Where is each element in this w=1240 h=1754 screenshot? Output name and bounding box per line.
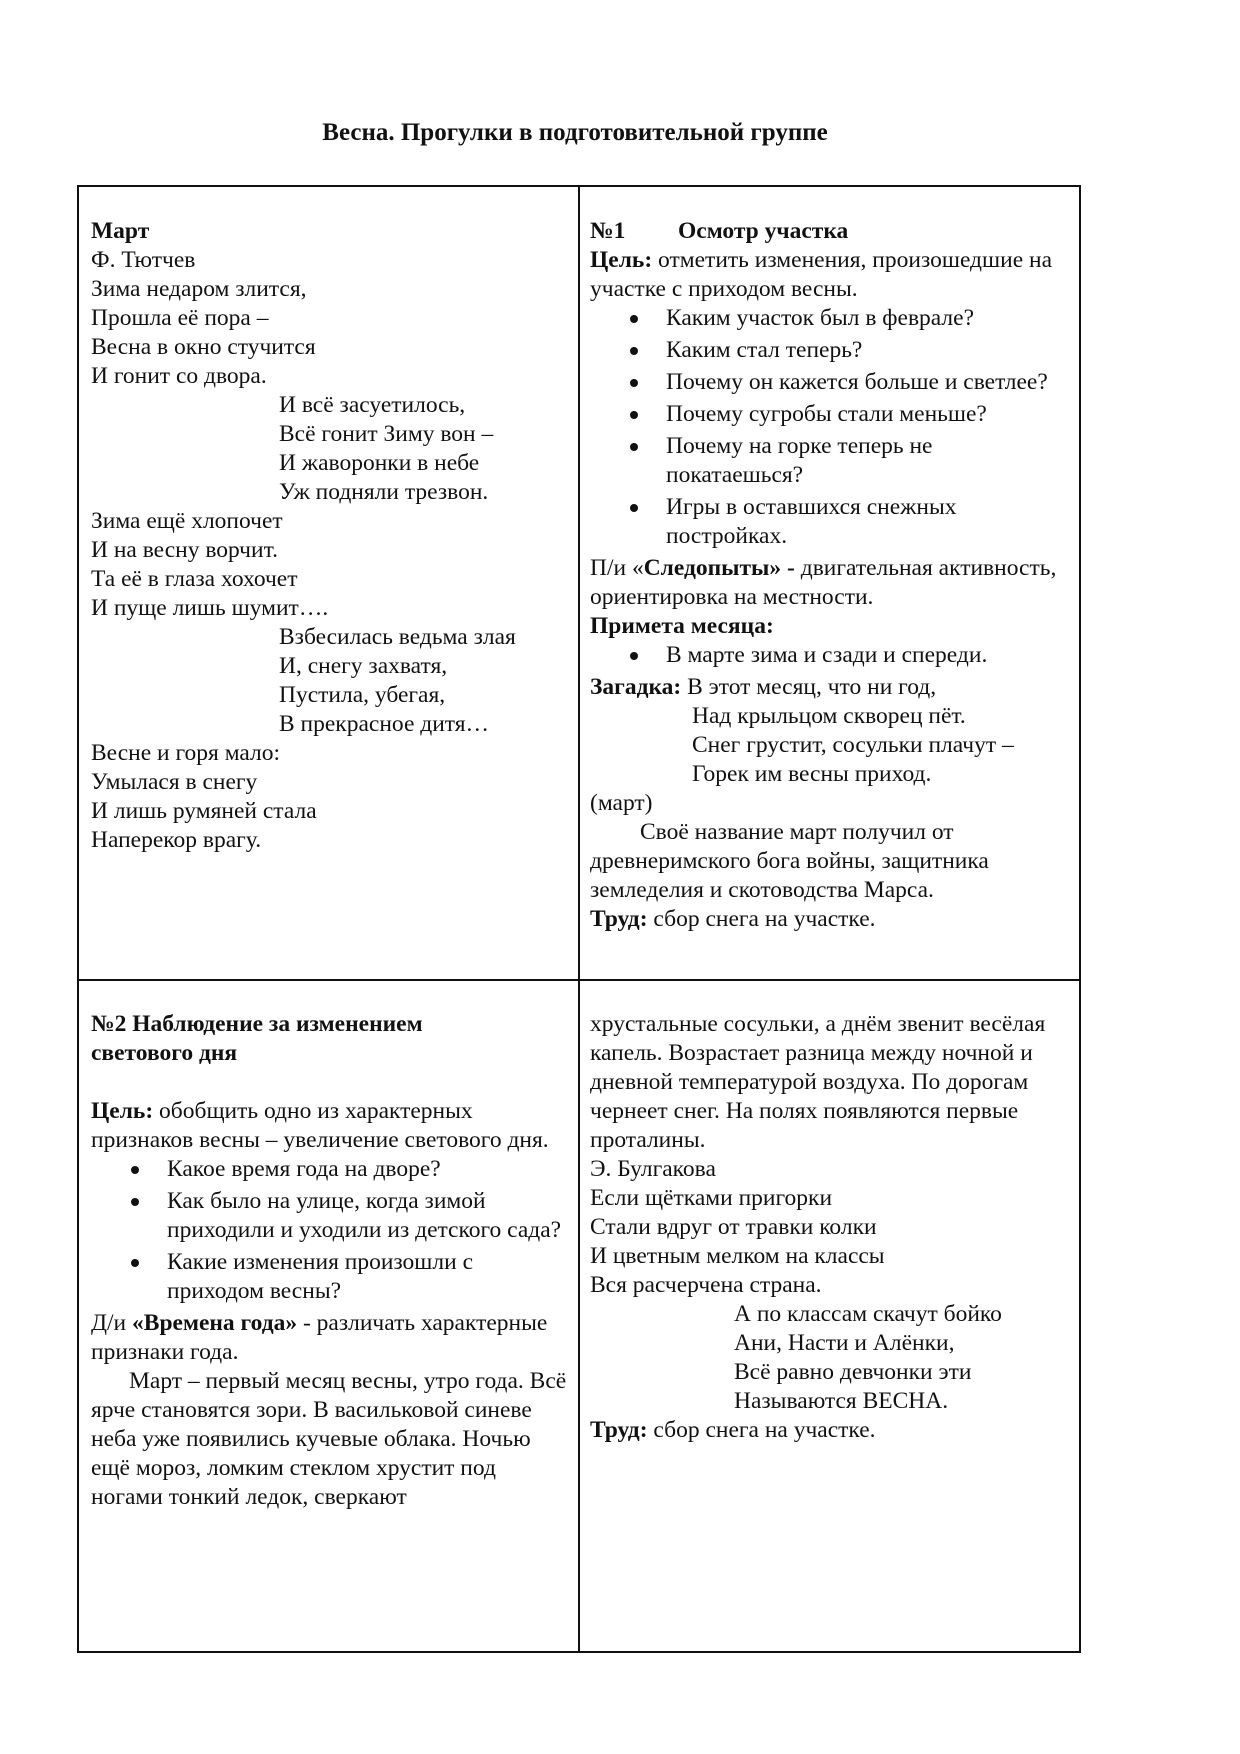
walk2-game: Д/и «Времена года» - различать характерные признаки года. — [91, 1310, 548, 1365]
walk1-riddle-lines — [590, 702, 1070, 789]
walk1-riddle-answer: (март) — [590, 790, 653, 816]
poem-line: Вся расчерчена страна. — [590, 1272, 822, 1298]
walk1-heading — [590, 217, 1070, 246]
poem-line: Если щётками пригорки — [590, 1185, 833, 1211]
question-item: Почему сугробы стали меньше? — [590, 400, 1070, 429]
spring-poem — [590, 1184, 1070, 1416]
walk1-game: П/и «Следопыты» - двигательная активность, ориентировка на местности. — [590, 555, 1057, 610]
poem-line: Весна в окно стучится — [91, 334, 316, 360]
question-item: Какие изменения произошли с приходом весны? — [91, 1248, 569, 1306]
question-item: Почему на горке теперь не покатаешься? — [590, 432, 1070, 490]
poem-line: Уж подняли трезвон. — [279, 479, 489, 505]
walk1-title: Осмотр участка — [678, 218, 849, 244]
riddle-line: Снег грустит, сосульки плачут – — [692, 732, 1014, 758]
poem-line: И, снегу захватя, — [279, 653, 448, 679]
walk1-omens — [590, 641, 1070, 670]
poem-line: А по классам скачут бойко — [734, 1301, 1002, 1327]
poem-line: И лишь румяней стала — [91, 798, 317, 824]
poem-line: И пуще лишь шумит…. — [91, 595, 329, 621]
poem-line: Всё равно девчонки эти — [734, 1359, 972, 1385]
poem-line: И гонит со двора. — [91, 363, 267, 389]
poem-line: И всё засуетилось, — [279, 392, 466, 418]
march-poem — [91, 275, 561, 855]
march-heading: Март — [91, 218, 150, 244]
walk2-cell — [91, 1010, 569, 1512]
question-item: Игры в оставшихся снежных постройках. — [590, 493, 1070, 551]
walk2-heading-line2: светового дня — [91, 1040, 238, 1066]
walk2-work: Труд: сбор снега на участке. — [590, 1417, 876, 1443]
walk1-info: Своё название март получил от древнеримского бога войны, защитника земледелия и скотоводства Марса. — [590, 819, 989, 903]
question-item: Какое время года на дворе? — [91, 1155, 569, 1184]
walk2-goal: Цель: обобщить одно из характерных признаков весны – увеличение светового дня. — [91, 1098, 549, 1153]
poem-line: Взбесилась ведьма злая — [279, 624, 516, 650]
walk2-continuation-cell — [590, 1010, 1070, 1445]
poem-line: Зима недаром злится, — [91, 276, 307, 302]
walk1-goal: Цель: отметить изменения, произошедшие на участке с приходом весны. — [590, 247, 1053, 302]
walk1-number: №1 — [590, 218, 626, 244]
poem2-author: Э. Булгакова — [590, 1156, 716, 1182]
poem-line: И на весну ворчит. — [91, 537, 278, 563]
poem-line: И цветным мелком на классы — [590, 1243, 885, 1269]
poem-line: Зима ещё хлопочет — [91, 508, 283, 534]
question-item: Почему он кажется больше и светлее? — [590, 368, 1070, 397]
page-title: Весна. Прогулки в подготовительной группе — [322, 119, 828, 146]
walk2-story: Март – первый месяц весны, утро года. Всё ярче становятся зори. В васильковой синеве неба уже появились кучевые облака. Ночью ещё мороз, ломким стеклом хрустит под ногами тонкий ледок, сверкают — [91, 1368, 567, 1510]
question-item: Каким стал теперь? — [590, 336, 1070, 365]
poem-line: Называются ВЕСНА. — [734, 1388, 949, 1414]
walks-table — [77, 185, 1081, 1653]
walk2-heading-line1: №2 Наблюдение за изменением — [91, 1011, 423, 1037]
poem-line: Умылася в снегу — [91, 769, 258, 795]
poem-line: Стали вдруг от травки колки — [590, 1214, 877, 1240]
omen-item: В марте зима и сзади и спереди. — [590, 641, 1070, 670]
walk1-cell — [590, 217, 1070, 934]
table-column-divider — [578, 187, 580, 1651]
poem-line: Пустила, убегая, — [279, 682, 446, 708]
question-item: Каким участок был в феврале? — [590, 304, 1070, 333]
question-item: Как было на улице, когда зимой приходили и уходили из детского сада? — [91, 1187, 569, 1245]
poem-line: Та её в глаза хохочет — [91, 566, 298, 592]
poem-author: Ф. Тютчев — [91, 247, 196, 273]
walk1-riddle: Загадка: В этот месяц, что ни год, — [590, 674, 937, 700]
poem-line: Ани, Насти и Алёнки, — [734, 1330, 955, 1356]
walk2-story-end: хрустальные сосульки, а днём звенит весёлая капель. Возрастает разница между ночной и дневной температурой воздуха. По дорогам чернеет снег. На полях появляются первые проталины. — [590, 1011, 1046, 1153]
poem-line: Наперекор врагу. — [91, 827, 262, 853]
poem-line: Прошла её пора – — [91, 305, 269, 331]
march-poem-cell — [91, 217, 561, 855]
poem-line: В прекрасное дитя… — [279, 711, 490, 737]
table-row-divider — [79, 979, 1079, 981]
walk2-questions — [91, 1155, 569, 1306]
walk1-work: Труд: сбор снега на участке. — [590, 906, 876, 932]
poem-line: Весне и горя мало: — [91, 740, 281, 766]
poem-line: И жаворонки в небе — [279, 450, 480, 476]
poem-line: Всё гонит Зиму вон – — [279, 421, 494, 447]
riddle-line: Горек им весны приход. — [692, 761, 932, 787]
walk1-questions — [590, 304, 1070, 551]
walk1-omen-label: Примета месяца: — [590, 613, 774, 639]
riddle-line: Над крыльцом скворец пёт. — [692, 703, 966, 729]
